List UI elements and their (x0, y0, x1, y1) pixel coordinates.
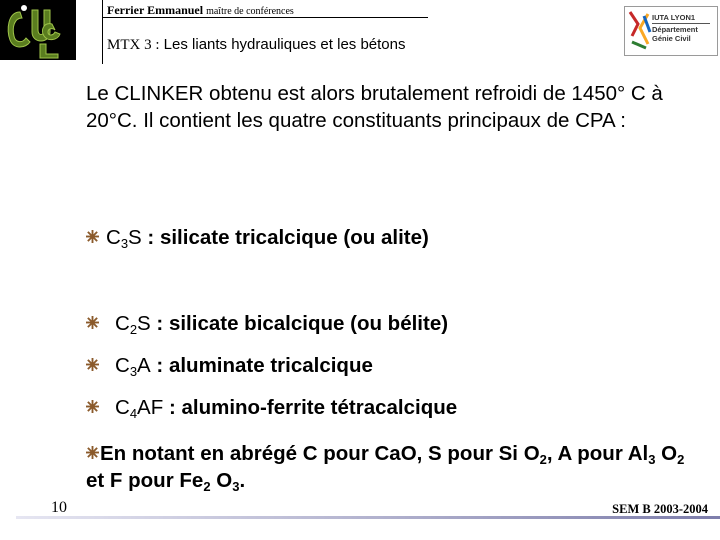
bullet-item-c2s (86, 312, 448, 336)
abbreviation-note: En notant en abrégé C pour CaO, S pour Si $O_2$, A pour $Al_3$ $O_2$ et F pour $Fe_2$ $O_3$. (86, 442, 685, 494)
course-name: Les liants hydrauliques et les bétons (163, 36, 406, 53)
page-number: 10 (51, 499, 67, 516)
bullet-text: $C_3S$ : silicate tricalcique (ou alite) (106, 226, 429, 251)
star-bullet-icon (86, 358, 99, 371)
author-role: maître de conférences (206, 6, 294, 17)
star-bullet-icon (86, 400, 99, 413)
bullet-text: $C_2S$ : silicate bicalcique (ou bélite) (115, 312, 449, 337)
bullet-text: $C_3A$ : aluminate tricalcique (115, 354, 373, 379)
bullet-text: $C_4AF$ : alumino-ferrite tétracalcique (115, 396, 458, 421)
course-code: MTX 3 : (107, 37, 160, 53)
university-logo (0, 0, 76, 60)
iut-logo-text (652, 13, 698, 44)
iut-logo-divider (652, 23, 710, 24)
header-vertical-rule (102, 0, 103, 64)
bullet-item-c3s (86, 226, 429, 250)
session-label: SEM B 2003-2004 (612, 502, 708, 516)
bullet-item-c3a (86, 354, 373, 378)
iut-logo (618, 0, 720, 62)
star-bullet-icon (86, 446, 99, 459)
iut-logo-mark (628, 10, 652, 50)
star-bullet-icon (86, 316, 99, 329)
iut-logo-line3: Génie Civil (652, 34, 691, 43)
star-bullet-icon (86, 230, 99, 243)
course-title (107, 36, 406, 54)
bullet-item-c4af (86, 396, 457, 420)
author-name: Ferrier Emmanuel (107, 3, 204, 17)
iut-logo-line1: IUTA LYON1 (652, 13, 696, 22)
intro-paragraph: Le CLINKER obtenu est alors brutalement refroidi de 1450° C à 20°C. Il contient les quatre constituants principaux de CPA : (86, 82, 663, 132)
author-line (107, 3, 294, 18)
iut-logo-line2: Département (652, 24, 698, 34)
